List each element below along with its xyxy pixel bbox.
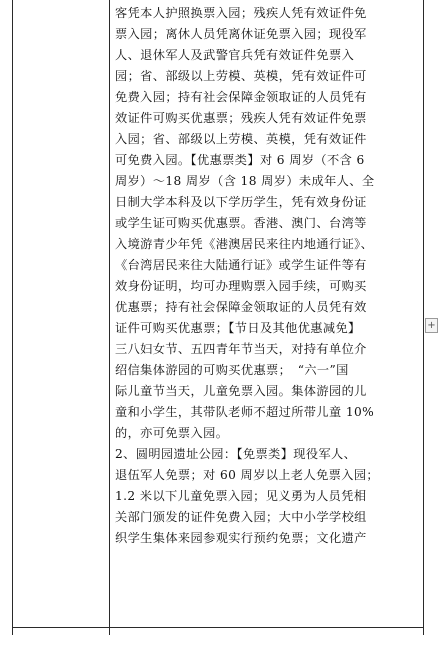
next-row-right-border xyxy=(423,627,424,635)
table-left-border xyxy=(12,0,13,628)
table-right-border xyxy=(423,0,424,628)
text-line: 优惠票；持有社会保障金领取证的人员凭有效 xyxy=(115,300,367,314)
next-row-left-border xyxy=(12,627,13,635)
text-line: 效身份证明，均可办理购票入园手续，可购买 xyxy=(115,279,367,293)
text-line: 证件可购买优惠票；【节日及其他优惠减免】 xyxy=(115,321,361,335)
next-row-column-divider xyxy=(109,627,110,635)
text-line: 关部门颁发的证件免费入园；大中小学学校组 xyxy=(115,510,367,524)
text-line: 效证件可购买优惠票；残疾人凭有效证件免票 xyxy=(115,111,367,125)
text-line: 客凭本人护照换票入园；残疾人凭有效证件免 xyxy=(115,6,367,20)
text-line: 绍信集体游园的可购买优惠票； “六一”国 xyxy=(115,363,349,377)
text-line: 免费入园；持有社会保障金领取证的人员凭有 xyxy=(115,90,367,104)
text-line: 周岁）～18 周岁（含 18 周岁）未成年人、全 xyxy=(115,174,375,188)
text-line: 票入园；离休人员凭离休证免票入园；现役军 xyxy=(115,27,367,41)
text-line: 日制大学本科及以下学历学生，凭有效身份证 xyxy=(115,195,367,209)
text-line: 2、圆明园遗址公园：【免票类】现役军人、 xyxy=(115,447,357,461)
text-line: 1.2 米以下儿童免票入园；见义勇为人员凭相 xyxy=(115,489,367,503)
table-bottom-border xyxy=(12,627,424,628)
text-line: 童和小学生，其带队老师不超过所带儿童 10% xyxy=(115,405,375,419)
text-line: 入境游青少年凭《港澳居民来往内地通行证》、 xyxy=(115,237,374,251)
text-line: 际儿童节当天，儿童免票入园。集体游园的儿 xyxy=(115,384,367,398)
table-cell-ticket-policy xyxy=(115,3,418,549)
text-line: 园；省、部级以上劳模、英模，凭有效证件可 xyxy=(115,69,367,83)
text-line: 织学生集体来园参观实行预约免票；文化遗产 xyxy=(115,531,367,545)
text-line: 或学生证可购买优惠票。香港、澳门、台湾等 xyxy=(115,216,367,230)
text-line: 三八妇女节、五四青年节当天，对持有单位介 xyxy=(115,342,367,356)
text-line: 的，亦可免票入园。 xyxy=(115,426,229,440)
text-line: 人、退休军人及武警官兵凭有效证件免票入 xyxy=(115,48,355,62)
table-column-divider xyxy=(109,0,110,628)
text-line: 《台湾居民来往大陆通行证》或学生证件等有 xyxy=(115,258,367,272)
add-column-plus-icon[interactable]: + xyxy=(425,318,438,333)
text-line: 可免费入园。【优惠票类】对 6 周岁（不含 6 xyxy=(115,153,365,167)
text-line: 入园；省、部级以上劳模、英模，凭有效证件 xyxy=(115,132,367,146)
text-line: 退伍军人免票；对 60 周岁以上老人免票入园； xyxy=(115,468,380,482)
